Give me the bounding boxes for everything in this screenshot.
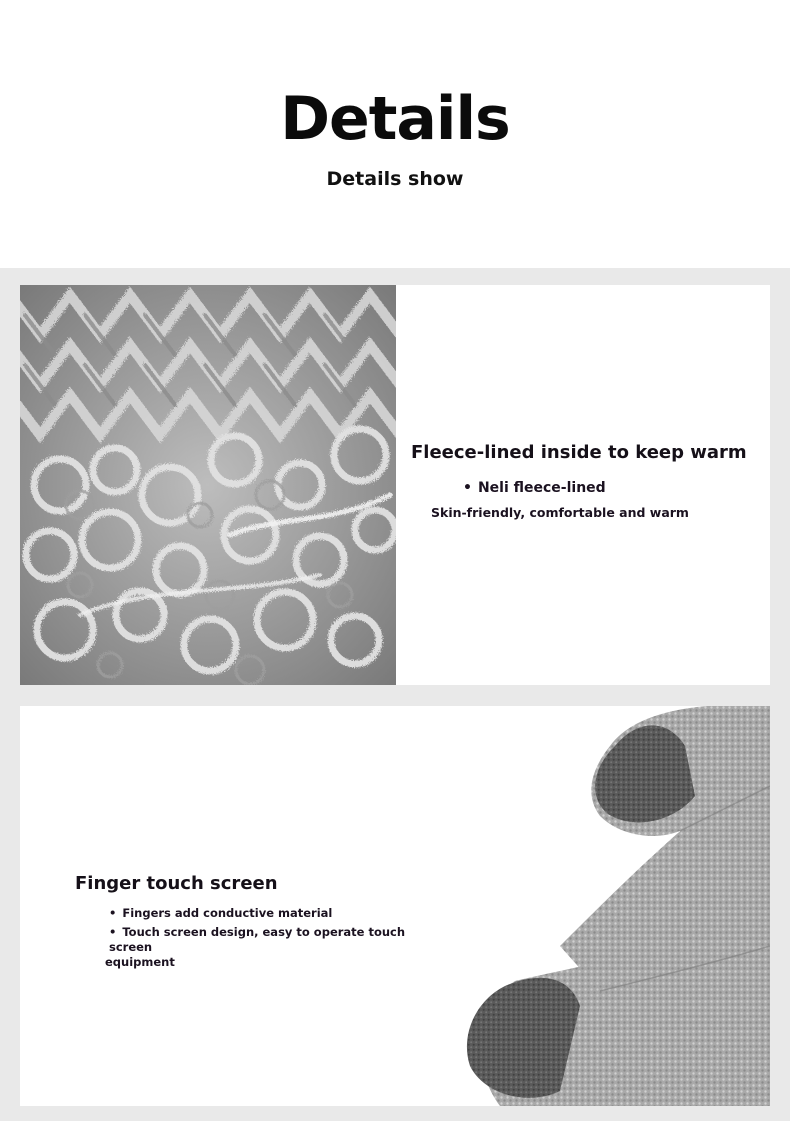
touchscreen-heading: Finger touch screen [75, 873, 278, 894]
fleece-bullet-text: Neli fleece-lined [477, 480, 606, 496]
fleece-bullet [463, 480, 606, 496]
page-subtitle: Details show [326, 168, 464, 190]
fleece-knit-illustration [20, 285, 396, 685]
fleece-note: Skin-friendly, comfortable and warm [431, 505, 689, 520]
touchscreen-bullet-2 [105, 925, 439, 970]
touchscreen-bullet-2-continuation: equipment [105, 955, 175, 969]
touchscreen-bullet-1-text: Fingers add conductive material [122, 906, 333, 920]
fleece-heading: Fleece-lined inside to keep warm [411, 442, 747, 463]
glove-fingertip-illustration [440, 706, 770, 1106]
touchscreen-bullet-2-text: Touch screen design, easy to operate touch screen [109, 925, 406, 954]
fleece-detail-panel [20, 285, 770, 685]
page-title: Details [280, 84, 510, 154]
touchscreen-detail-panel [20, 706, 770, 1106]
fleece-knit-photo [20, 285, 396, 685]
bullet-dot-icon: • [463, 480, 472, 496]
page-header [0, 0, 790, 268]
touchscreen-bullet-1 [109, 906, 332, 920]
bullet-dot-icon: • [109, 925, 117, 939]
glove-fingertip-photo [440, 706, 770, 1106]
bullet-dot-icon: • [109, 906, 117, 920]
